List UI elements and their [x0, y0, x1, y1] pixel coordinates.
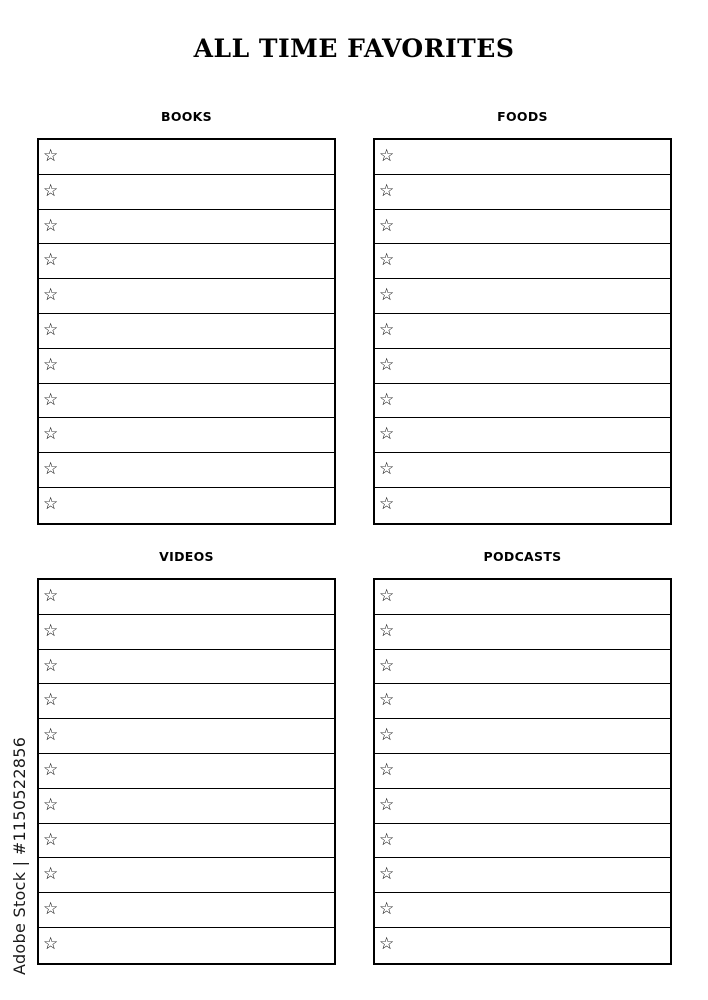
- star-icon: ☆: [43, 586, 59, 606]
- star-icon: ☆: [379, 215, 395, 236]
- list-item[interactable]: [39, 244, 334, 279]
- star-icon: ☆: [379, 424, 395, 445]
- star-icon: ☆: [379, 493, 395, 514]
- star-icon: ☆: [43, 829, 59, 850]
- star-icon: ☆: [379, 864, 395, 885]
- list-item[interactable]: [39, 314, 334, 349]
- star-icon: ☆: [43, 725, 59, 746]
- list-videos: [37, 578, 336, 965]
- star-icon: ☆: [379, 146, 395, 166]
- star-icon: ☆: [379, 389, 395, 410]
- list-item[interactable]: [39, 650, 334, 685]
- list-item[interactable]: [39, 349, 334, 384]
- star-icon: ☆: [379, 285, 395, 306]
- list-item[interactable]: [375, 615, 670, 650]
- list-item[interactable]: [375, 210, 670, 245]
- list-item[interactable]: [39, 488, 334, 523]
- list-item[interactable]: [39, 928, 334, 963]
- page-title: ALL TIME FAVORITES: [193, 34, 515, 63]
- list-item[interactable]: [375, 384, 670, 419]
- star-icon: ☆: [43, 215, 59, 236]
- list-item[interactable]: [375, 719, 670, 754]
- list-item[interactable]: [39, 824, 334, 859]
- list-item[interactable]: [39, 384, 334, 419]
- list-item[interactable]: [39, 858, 334, 893]
- star-icon: ☆: [43, 319, 59, 340]
- star-icon: ☆: [43, 146, 59, 166]
- star-icon: ☆: [379, 354, 395, 375]
- list-item[interactable]: [39, 580, 334, 615]
- list-item[interactable]: [375, 580, 670, 615]
- list-books: [37, 138, 336, 525]
- star-icon: ☆: [43, 933, 59, 954]
- list-item[interactable]: [375, 858, 670, 893]
- star-icon: ☆: [43, 899, 59, 920]
- list-item[interactable]: [375, 279, 670, 314]
- list-item[interactable]: [375, 893, 670, 928]
- list-item[interactable]: [39, 453, 334, 488]
- list-item[interactable]: [39, 719, 334, 754]
- list-item[interactable]: [375, 140, 670, 175]
- star-icon: ☆: [43, 493, 59, 514]
- star-icon: ☆: [43, 180, 59, 201]
- star-icon: ☆: [379, 933, 395, 954]
- star-icon: ☆: [379, 690, 395, 711]
- section-label-videos: VIDEOS: [159, 549, 214, 564]
- star-icon: ☆: [43, 354, 59, 375]
- list-item[interactable]: [39, 140, 334, 175]
- star-icon: ☆: [43, 285, 59, 306]
- list-item[interactable]: [375, 418, 670, 453]
- list-item[interactable]: [375, 824, 670, 859]
- star-icon: ☆: [379, 319, 395, 340]
- list-item[interactable]: [39, 615, 334, 650]
- section-label-books: BOOKS: [161, 109, 212, 124]
- star-icon: ☆: [379, 620, 395, 641]
- star-icon: ☆: [43, 794, 59, 815]
- list-item[interactable]: [375, 684, 670, 719]
- star-icon: ☆: [43, 424, 59, 445]
- list-item[interactable]: [39, 684, 334, 719]
- list-podcasts: [373, 578, 672, 965]
- star-icon: ☆: [43, 759, 59, 780]
- list-item[interactable]: [375, 349, 670, 384]
- star-icon: ☆: [379, 586, 395, 606]
- list-item[interactable]: [375, 488, 670, 523]
- star-icon: ☆: [379, 725, 395, 746]
- star-icon: ☆: [43, 655, 59, 676]
- star-icon: ☆: [379, 180, 395, 201]
- list-item[interactable]: [375, 175, 670, 210]
- section-label-podcasts: PODCASTS: [483, 549, 562, 564]
- star-icon: ☆: [379, 759, 395, 780]
- list-foods: [373, 138, 672, 525]
- list-item[interactable]: [39, 418, 334, 453]
- list-item[interactable]: [375, 789, 670, 824]
- star-icon: ☆: [43, 620, 59, 641]
- section-label-foods: FOODS: [497, 109, 548, 124]
- star-icon: ☆: [43, 250, 59, 271]
- star-icon: ☆: [379, 655, 395, 676]
- list-item[interactable]: [39, 279, 334, 314]
- star-icon: ☆: [379, 250, 395, 271]
- list-item[interactable]: [375, 453, 670, 488]
- star-icon: ☆: [43, 690, 59, 711]
- list-item[interactable]: [39, 789, 334, 824]
- list-item[interactable]: [39, 210, 334, 245]
- star-icon: ☆: [43, 864, 59, 885]
- star-icon: ☆: [379, 829, 395, 850]
- star-icon: ☆: [379, 794, 395, 815]
- list-item[interactable]: [375, 754, 670, 789]
- list-item[interactable]: [39, 893, 334, 928]
- watermark: Adobe Stock | #1150522856: [10, 736, 29, 975]
- list-item[interactable]: [39, 175, 334, 210]
- star-icon: ☆: [379, 899, 395, 920]
- star-icon: ☆: [43, 389, 59, 410]
- list-item[interactable]: [375, 928, 670, 963]
- star-icon: ☆: [43, 459, 59, 480]
- list-item[interactable]: [375, 314, 670, 349]
- star-icon: ☆: [379, 459, 395, 480]
- list-item[interactable]: [375, 244, 670, 279]
- list-item[interactable]: [39, 754, 334, 789]
- list-item[interactable]: [375, 650, 670, 685]
